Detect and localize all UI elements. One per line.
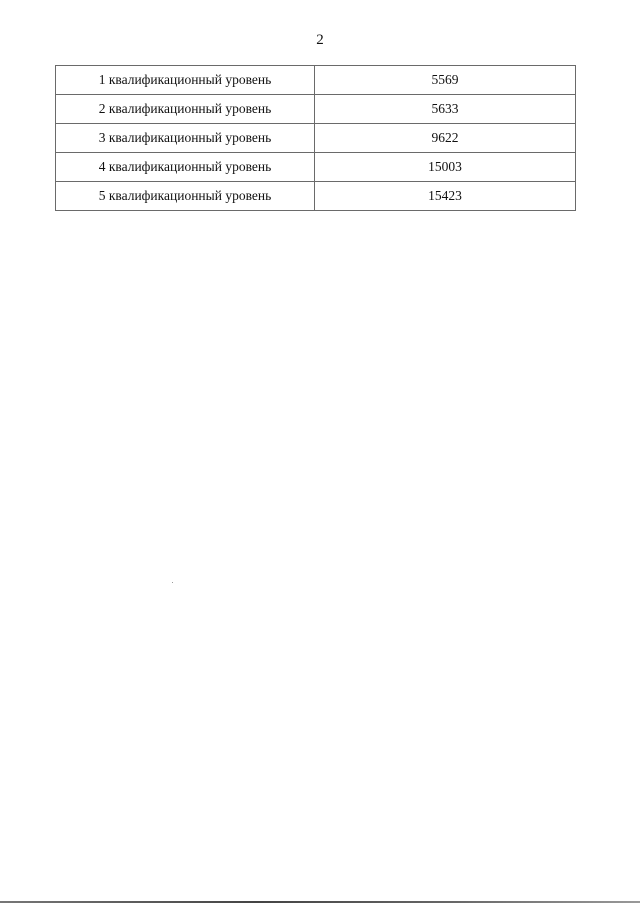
table-row <box>56 95 576 124</box>
scan-speck <box>172 582 173 583</box>
level-name-cell: 1 квалификационный уровень <box>56 66 315 95</box>
table-row <box>56 124 576 153</box>
level-value-cell: 15423 <box>315 182 576 211</box>
scan-bottom-edge <box>0 901 640 903</box>
level-value-cell: 5633 <box>315 95 576 124</box>
qualification-levels-table <box>55 65 576 211</box>
level-value-cell: 9622 <box>315 124 576 153</box>
level-name-cell: 2 квалификационный уровень <box>56 95 315 124</box>
page-number: 2 <box>316 32 324 48</box>
level-value-cell: 15003 <box>315 153 576 182</box>
table-row <box>56 182 576 211</box>
table-row <box>56 66 576 95</box>
level-name-cell: 4 квалификационный уровень <box>56 153 315 182</box>
level-name-cell: 3 квалификационный уровень <box>56 124 315 153</box>
table-row <box>56 153 576 182</box>
level-value-cell: 5569 <box>315 66 576 95</box>
level-name-cell: 5 квалификационный уровень <box>56 182 315 211</box>
